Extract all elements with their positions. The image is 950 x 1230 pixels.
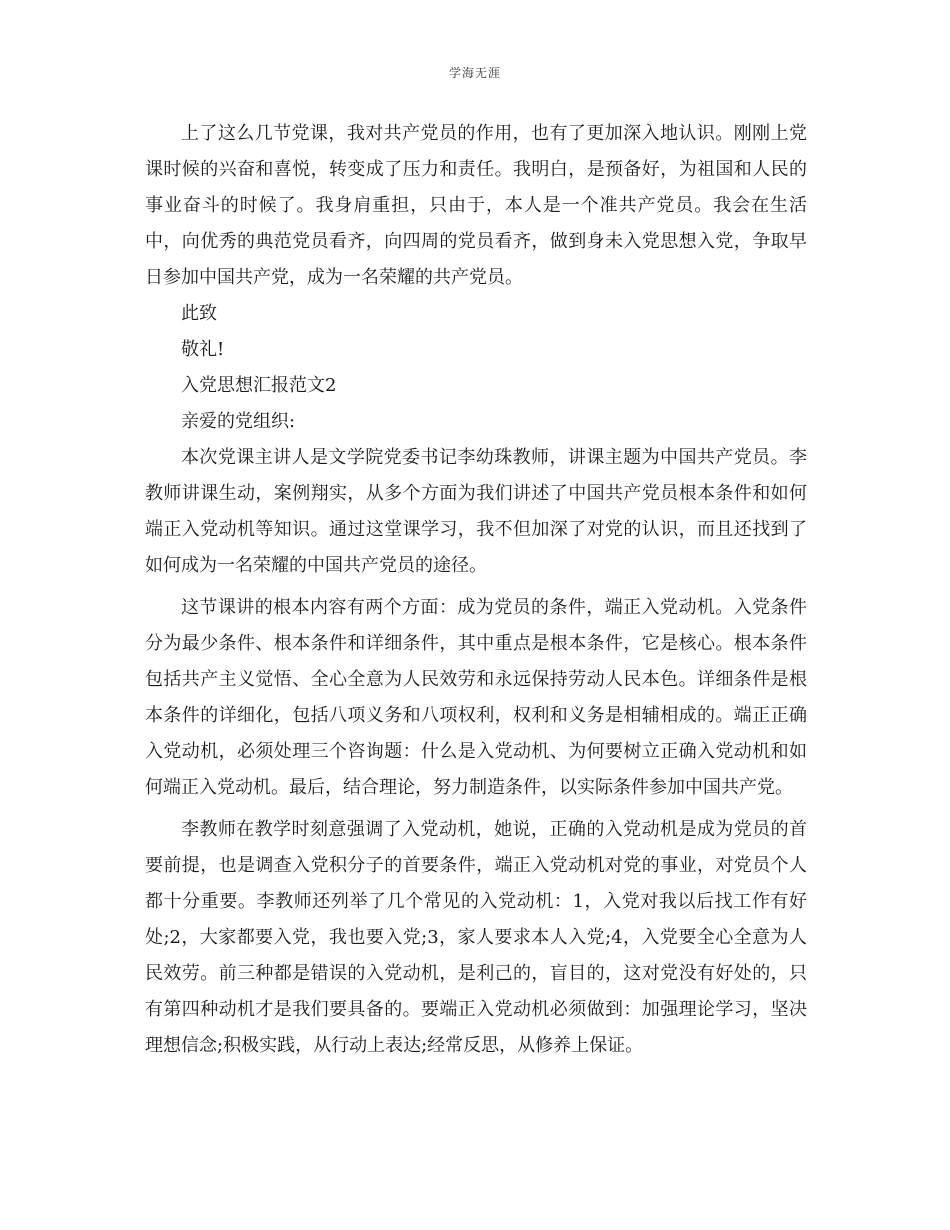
- document-body: [145, 116, 807, 1064]
- paragraph-reflection: 上了这么几节党课，我对共产党员的作用，也有了更加深入地认识。刚刚上党课时候的兴奋和喜悦，转变成了压力和责任。我明白，是预备好，为祖国和人民的事业奋斗的时候了。我身肩重担，只由于，本人是一个准共产党员。我会在生活中，向优秀的典范党员看齐，向四周的党员看齐，做到身未入党思想入党，争取早日参加中国共产党，成为一名荣耀的共产党员。: [145, 123, 807, 288]
- letter-greeting: 亲爱的党组织:: [181, 411, 296, 432]
- paragraph-motivation: 李教师在教学时刻意强调了入党动机，她说，正确的入党动机是成为党员的首要前提，也是调查入党积分子的首要条件，端正入党动机对党的事业，对党员个人都十分重要。李教师还列举了几个常见的入党动机：1，入党对我以后找工作有好处;2，大家都要入党，我也要入党;3，家人要求本人入党;4，入党要全心全意为人民效劳。前三种都是错误的入党动机，是利己的，盲目的，这对党没有好处的，只有第四种动机才是我们要具备的。要端正入党动机必须做到：加强理论学习，坚决理想信念;积极实践，从行动上表达;经常反思，从修养上保证。: [145, 819, 807, 1056]
- closing-regards: 敬礼!: [181, 339, 225, 360]
- paragraph-lecture-intro: 本次党课主讲人是文学院党委书记李幼珠教师，讲课主题为中国共产党员。李教师讲课生动，案例翔实，从多个方面为我们讲述了中国共产党员根本条件和如何端正入党动机等知识。通过这堂课学习，我不但加深了对党的认识，而且还找到了如何成为一名荣耀的中国共产党员的途径。: [145, 447, 807, 576]
- paragraph-lecture-content: 这节课讲的根本内容有两个方面：成为党员的条件，端正入党动机。入党条件分为最少条件、根本条件和详细条件，其中重点是根本条件，它是核心。根本条件包括共产主义觉悟、全心全意为人民效劳和永远保持劳动人民本色。详细条件是根本条件的详细化，包括八项义务和八项权利，权利和义务是相辅相成的。端正正确入党动机，必须处理三个咨询题：什么是入党动机、为何要树立正确入党动机和如何端正入党动机。最后，结合理论，努力制造条件，以实际条件参加中国共产党。: [145, 597, 807, 798]
- page-header: 学海无涯: [448, 66, 501, 80]
- section-title: 入党思想汇报范文2: [181, 375, 337, 396]
- closing-salutation: 此致: [181, 303, 217, 324]
